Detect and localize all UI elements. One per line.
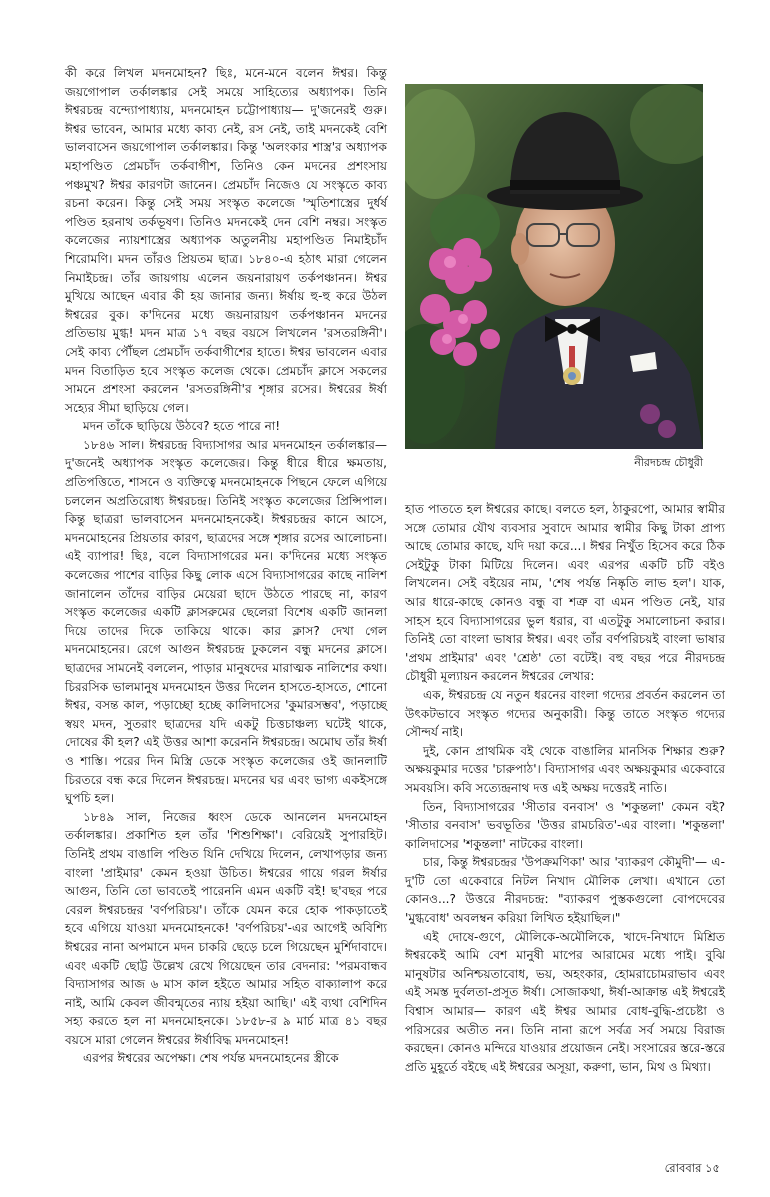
portrait-photo bbox=[405, 84, 703, 449]
paragraph: হাত পাততে হল ঈশ্বরের কাছে। বলতে হল, ঠাকুরপো, আমার স্বামীর সঙ্গে তোমার যৌথ ব্যবসার সুবাদে আমার স্বামীর কিছু টাকা প্রাপ্য আছে তোমার কাছে, যদি দয়া করে...। ঈশ্বর নিখুঁত হিসেব করে ঠিক সেইটুকু টাকা মিটিয়ে দিলেন। এবং এরপর একটি চটি বইও লিখলেন। সেই বইয়ের নাম, 'শেষ পর্যন্ত নিষ্কৃতি লাভ হল'। যাক, আর ধারে-কাছে কোনও বন্ধু বা শত্রু বা এমন পণ্ডিত নেই, যার সাহস হবে বিদ্যাসাগরের ভুল ধরার, বা এতটুকু সমালোচনা করার। তিনিই তো বাংলা ভাষার ঈশ্বর। এবং তাঁর বর্ণপরিচয়ই বাংলা ভাষার 'প্রথম প্রাইমার' এবং 'শ্রেষ্ঠ' তো বটেই। বহু বছর পরে নীরদচন্দ্র চৌধুরী মূল্যায়ন করলেন ঈশ্বরের লেখার: bbox=[405, 502, 725, 684]
article-left-column bbox=[65, 64, 387, 1068]
paragraph: এই দোষে-গুণে, মৌলিকে-অমৌলিকে, খাদে-নিখাদে মিশ্রিত ঈশ্বরকেই আমি বেশ মানুষী মাপের আরামের মধ্যে পাই। বুঝি মানুষটার অনিশ্চয়তাবোধ, ভয়, অহংকার, হোমরাচোমরাভাব এবং এই সমস্ত দুর্বলতা-প্রসূত ঈর্ষা। সোজাকথা, ঈর্ষা-আক্রান্ত এই ঈশ্বরেই বিশ্বাস আমার— কারণ এই ঈশ্বর আমার বোধ-বুদ্ধি-প্রচেষ্টা ও পরিসরের অতীত নন। তিনি নানা রূপে সর্বত্র সর্ব সময়ে বিরাজ করছেন। কোনও মন্দিরে যাওয়ার প্রয়োজন নেই। সংসারের স্তরে-স্তরে প্রতি মুহূর্তে বইছে এই ঈশ্বরের অসূয়া, করুণা, ভান, মিথ ও মিথ্যা। bbox=[405, 929, 725, 1074]
paragraph: কী করে লিখল মদনমোহন? ছিঃ, মনে-মনে বলেন ঈশ্বর। কিন্তু জয়গোপাল তর্কালঙ্কার সেই সময়ে সাহিত্যের অধ্যাপক। তিনি ঈশ্বরচন্দ্র বন্দ্যোপাধ্যায়, মদনমোহন চট্টোপাধ্যায়— দু'জনেরই গুরু। ঈশ্বর ভাবেন, আমার মধ্যে কাব্য নেই, রস নেই, তাই মদনকেই বেশি ভালবাসেন জয়গোপাল তর্কালঙ্কার। কিন্তু 'অলংকার শাস্ত্র'র অধ্যাপক মহাপণ্ডিত প্রেমচাঁদ তর্কবাগীশ, তিনিও কেন মদনের প্রশংসায় পঞ্চমুখ? ঈশ্বর কারণটা জানেন। প্রেমচাঁদ নিজেও যে সংস্কৃতে কাব্য রচনা করেন। কিন্তু সেই সময় সংস্কৃত কলেজে 'স্মৃতিশাস্ত্রের দুর্ধর্ষ পণ্ডিত হরনাথ তর্কভূষণ। তিনিও মদনকেই দেন বেশি নম্বর। সংস্কৃত কলেজের ন্যায়শাস্ত্রের অধ্যাপক অতুলনীয় মহাপণ্ডিত নিমাইচাঁদ শিরোমণি। মদন তাঁরও প্রিয়তম ছাত্র। ১৮৪০-এ হঠাৎ মারা গেলেন নিমাইচন্দ্র। তাঁর জায়গায় এলেন জয়নারায়ণ তর্কপঞ্চানন। ঈশ্বর মুখিয়ে আছেন এবার কী হয় জানার জন্য। ঈর্ষায় হু-হু করে উঠল ঈশ্বরের বুক। ক'দিনের মধ্যে জয়নারায়ণ তর্কপঞ্চানন মদনের প্রতিভায় মুগ্ধ! মদন মাত্র ১৭ বছর বয়সে লিখলেন 'রসতরঙ্গিনী'। সেই কাব্য পৌঁছল প্রেমচাঁদ তর্কবাগীশের হাতে। ঈশ্বর ভাবলেন এবার মদন বিতাড়িত হবে সংস্কৃত কলেজ থেকে। প্রেমচাঁদ ক্লাসে সকলের সামনে প্রশংসা করলেন 'রসতরঙ্গিনী'র শৃঙ্গার রসের। ঈশ্বরের ঈর্ষা সহ্যের সীমা ছাড়িয়ে গেল। bbox=[65, 66, 387, 415]
page-footer: রোববার ১৫ bbox=[664, 1161, 720, 1175]
paragraph: মদন তাঁকে ছাড়িয়ে উঠবে? হতে পারে না! bbox=[83, 419, 281, 434]
photo-caption: নীরদচন্দ্র চৌধুরী bbox=[634, 456, 703, 469]
article-right-column bbox=[405, 500, 725, 1076]
paragraph: দুই, কোন প্রাথমিক বই থেকে বাঙালির মানসিক শিক্ষার শুরু? অক্ষয়কুমার দত্তের 'চারুপাঠ'। বিদ্যাসাগর এবং অক্ষয়কুমার একেবারে সমবয়সি। কবি সত্যেন্দ্রনাথ দত্ত এই অক্ষয় দত্তেরই নাতি। bbox=[405, 743, 725, 795]
paragraph: এক, ঈশ্বরচন্দ্র যে নতুন ধরনের বাংলা গদ্যের প্রবর্তন করলেন তা উৎকটভাবে সংস্কৃত গদ্যের অনুকারী। কিন্তু তাতে সংস্কৃত গদ্যের সৌন্দর্য নাই। bbox=[405, 687, 725, 740]
paragraph: তিন, বিদ্যাসাগরের 'সীতার বনবাস' ও 'শকুন্তলা' কেমন বই? 'সীতার বনবাস' ভবভূতির 'উত্তর রামচরিত'-এর বাংলা। 'শকুন্তলা' কালিদাসের 'শকুন্তলা' নাটকের বাংলা। bbox=[405, 799, 725, 851]
paragraph: ১৮৪৯ সাল, নিজের ধ্বংস ডেকে আনলেন মদনমোহন তর্কালঙ্কার। প্রকাশিত হল তাঁর 'শিশুশিক্ষা'। বেরিয়েই সুপারহিট। তিনিই প্রথম বাঙালি পণ্ডিত যিনি দেখিয়ে দিলেন, লেখাপড়ার জন্য বাংলা 'প্রাইমার' কেমন হওয়া উচিত। ঈশ্বরের গায়ে গরল ঈর্ষার আগুন, তিনি তো ভাবতেই পারেননি এমন একটি বই! ছ'বছর পরে বেরল ঈশ্বরচন্দ্রর 'বর্ণপরিচয়'। তাঁকে যেমন করে হোক পাকড়াতেই হবে এগিয়ে যাওয়া মদনমোহনকে! 'বর্ণপরিচয়'-এর আগেই অবিশ্যি ঈশ্বরের নানা অপমানে মদন চাকরি ছেড়ে চলে গিয়েছেন মুর্শিদাবাদে। এবং একটি ছোট্ট উল্লেখ রেখে গিয়েছেন তার বেদনার: 'পরমবান্ধব বিদ্যাসাগর আজ ৬ মাস কাল হইতে আমার সহিত বাক্যালাপ করে নাই, আমি কেবল জীবন্মৃতের ন্যায় হইয়া আছি।' এই ব্যথা বেশিদিন সহ্য করতে হল না মদনমোহনকে। ১৮৫৮-র ৯ মার্চ মাত্র ৪১ বছর বয়সে মারা গেলেন ঈশ্বরের ঈর্ষাবিদ্ধ মদনমোহন! bbox=[65, 809, 387, 1047]
paragraph: চার, কিন্তু ঈশ্বরচন্দ্রর 'উপক্রমণিকা' আর 'ব্যাকরণ কৌমুদী'— এ-দু'টি তো একেবারে নিটল নিখাদ মৌলিক লেখা। এখানে তো কোনও...? উত্তরে নীরদচন্দ্র: "ব্যাকরণ পুস্তকগুলো বোপদেবের 'মুগ্ধবোধ' অবলম্বন করিয়া লিখিত হইয়াছিল।" bbox=[405, 855, 725, 926]
paragraph: ১৮৪৬ সাল। ঈশ্বরচন্দ্র বিদ্যাসাগর আর মদনমোহন তর্কালঙ্কার— দু'জনেই অধ্যাপক সংস্কৃত কলেজের। কিন্তু ধীরে ধীরে ক্ষমতায়, প্রতিপত্তিতে, শাসনে ও ব্যক্তিত্বে মদনমোহনকে পিছনে ফেলে এগিয়ে চললেন অপ্রতিরোধ্য ঈশ্বরচন্দ্র। তিনিই সংস্কৃত কলেজের প্রিন্সিপাল। কিন্তু ছাত্ররা ভালবাসেন মদনমোহনকেই। ঈশ্বরচন্দ্রর কানে আসে, মদনমোহনের প্রিয়তার কারণ, ছাত্রদের সঙ্গে শৃঙ্গার রসের আলোচনা। এই ব্যাপার! ছিঃ, বলে বিদ্যাসাগরের মন। ক'দিনের মধ্যে সংস্কৃত কলেজের পাশের বাড়ির কিছু লোক এসে বিদ্যাসাগরের কাছে নালিশ জানালেন তাঁদের বাড়ির মেয়েরা ছাদে উঠতে পারছে না, কারণ সংস্কৃত কলেজের একটি ক্লাসরুমের ছেলেরা বিশেষ একটি জানলা দিয়ে তাদের দিকে তাকিয়ে থাকে। কার ক্লাস? দেখা গেল মদনমোহনের। রেগে আগুন ঈশ্বরচন্দ্র ঢুকলেন বন্ধু মদনের ক্লাসে। ছাত্রদের সামনেই বললেন, পাড়ার মানুষদের মারাত্মক নালিশের কথা। চিররসিক ভালমানুষ মদনমোহন উত্তর দিলেন হাসতে-হাসতে, শোনো ঈশ্বর, বসন্ত কাল, পড়াচ্ছো হচ্ছে কালিদাসের 'কুমারসম্ভব', পড়াচ্ছে স্বয়ং মদন, সুতরাং ছাত্রদের যদি একটু চিত্তচাঞ্চল্য ঘটেই থাকে, দোষের কী হল? এই উত্তর আশা করেননি ঈশ্বরচন্দ্র। অমোঘ তাঁর ঈর্ষা ও শাস্তি। পরের দিন মিস্ত্রি ডেকে সংস্কৃত কলেজের ওই জানলাটি চিরতরে বন্ধ করে দিলেন ঈশ্বরচন্দ্র। মদনের ঘর এবং ভাগ্য একইসঙ্গে ঘুপচি হল। bbox=[65, 437, 387, 806]
paragraph: এরপর ঈশ্বরের অপেক্ষা। শেষ পর্যন্ত মদনমোহনের স্ত্রীকে bbox=[83, 1051, 339, 1066]
